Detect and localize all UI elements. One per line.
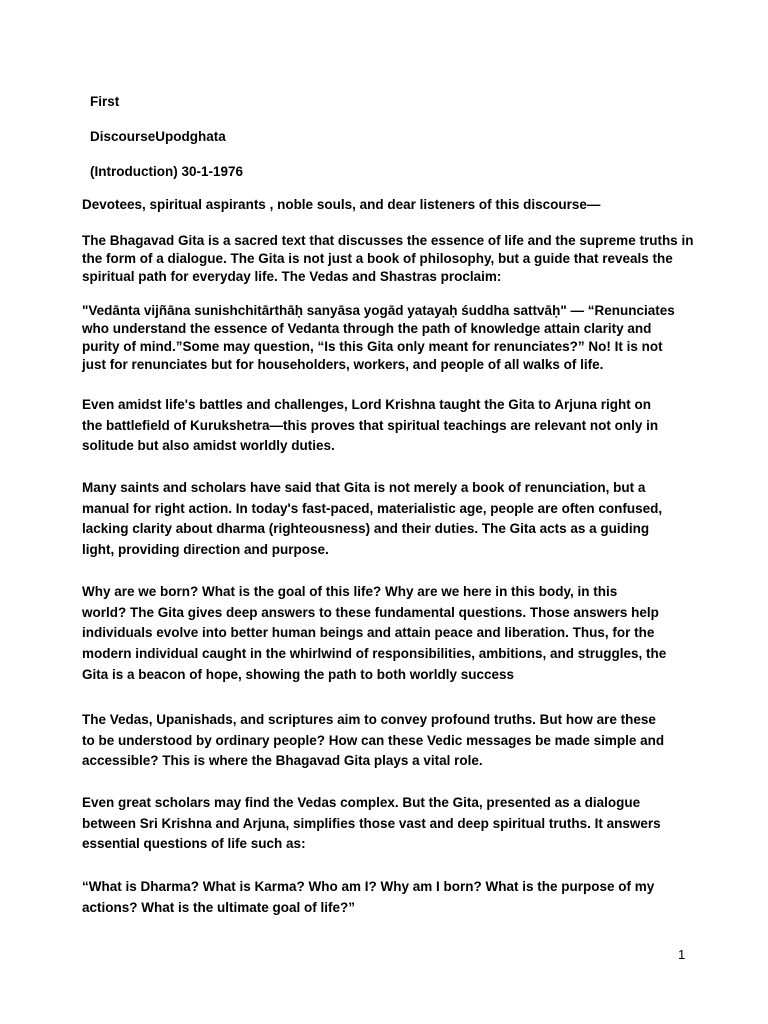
heading-discourse-title: DiscourseUpodghata [90, 129, 226, 144]
text-line: essential questions of life such as: [82, 836, 306, 852]
text-line: between Sri Krishna and Arjuna, simplifies those vast and deep spiritual truths. It answers [82, 815, 661, 831]
text-line: the battlefield of Kurukshetra—this proves that spiritual teachings are relevant not only in [82, 417, 659, 433]
text-line: spiritual path for everyday life. The Vedas and Shastras proclaim: [82, 269, 502, 284]
text-line: The Vedas, Upanishads, and scriptures aim to convey profound truths. But how are these [82, 712, 656, 727]
text-line: Devotees, spiritual aspirants , noble souls, and dear listeners of this discourse— [82, 197, 601, 212]
text-line: solitude but also amidst worldly duties. [82, 438, 335, 453]
text-line: Gita is a beacon of hope, showing the path to both worldly success [82, 666, 515, 682]
paragraph-kurukshetra [82, 395, 692, 457]
text-line: the form of a dialogue. The Gita is not just a book of philosophy, but a guide that reveals the [82, 251, 673, 266]
heading-introduction-date: (Introduction) 30-1-1976 [90, 164, 244, 179]
text-line: purity of mind.”Some may question, “Is this Gita only meant for renunciates?” No! It is not [82, 339, 663, 354]
paragraph-right-action [82, 478, 692, 561]
paragraph-vedas-upanishads [82, 710, 692, 772]
paragraph-great-scholars [82, 793, 692, 855]
text-line: to be understood by ordinary people? How can these Vedic messages be made simple and [82, 732, 665, 748]
text-line: Even great scholars may find the Vedas complex. But the Gita, presented as a dialogue [82, 795, 641, 810]
text-line: manual for right action. In today's fast-paced, materialistic age, people are often confused, [82, 500, 663, 516]
text-line: "Vedānta vijñāna sunishchitārthāḥ sanyāsa yogād yatayaḥ śuddha sattvāḥ" — “Renunciates [82, 303, 675, 318]
paragraph-vedanta-quote [82, 302, 692, 374]
text-line: who understand the essence of Vedanta through the path of knowledge attain clarity and [82, 321, 652, 336]
text-line: just for renunciates but for householders, workers, and people of all walks of life. [82, 357, 604, 372]
text-line: “What is Dharma? What is Karma? Who am I? Why am I born? What is the purpose of my [82, 879, 655, 894]
paragraph-salutation [82, 196, 692, 214]
text-line: accessible? This is where the Bhagavad Gita plays a vital role. [82, 753, 483, 769]
text-line: Many saints and scholars have said that Gita is not merely a book of renunciation, but a [82, 480, 646, 495]
text-line: Even amidst life's battles and challenges, Lord Krishna taught the Gita to Arjuna right on [82, 397, 652, 412]
text-line: The Bhagavad Gita is a sacred text that discusses the essence of life and the supreme truths in [82, 233, 694, 248]
heading-first: First [90, 94, 120, 109]
paragraph-gita-intro [82, 232, 692, 286]
text-line: world? The Gita gives deep answers to these fundamental questions. Those answers help [82, 604, 659, 620]
page-number: 1 [678, 947, 686, 962]
paragraph-essential-questions [82, 877, 692, 918]
text-line: individuals evolve into better human beings and attain peace and liberation. Thus, for the [82, 625, 655, 641]
text-line: Why are we born? What is the goal of this life? Why are we here in this body, in this [82, 584, 618, 599]
text-line: light, providing direction and purpose. [82, 542, 329, 558]
text-line: actions? What is the ultimate goal of life?” [82, 899, 356, 915]
text-line: lacking clarity about dharma (righteousness) and their duties. The Gita acts as a guiding [82, 521, 650, 537]
text-line: modern individual caught in the whirlwind of responsibilities, ambitions, and struggles, the [82, 646, 667, 662]
paragraph-why-born [82, 582, 692, 686]
